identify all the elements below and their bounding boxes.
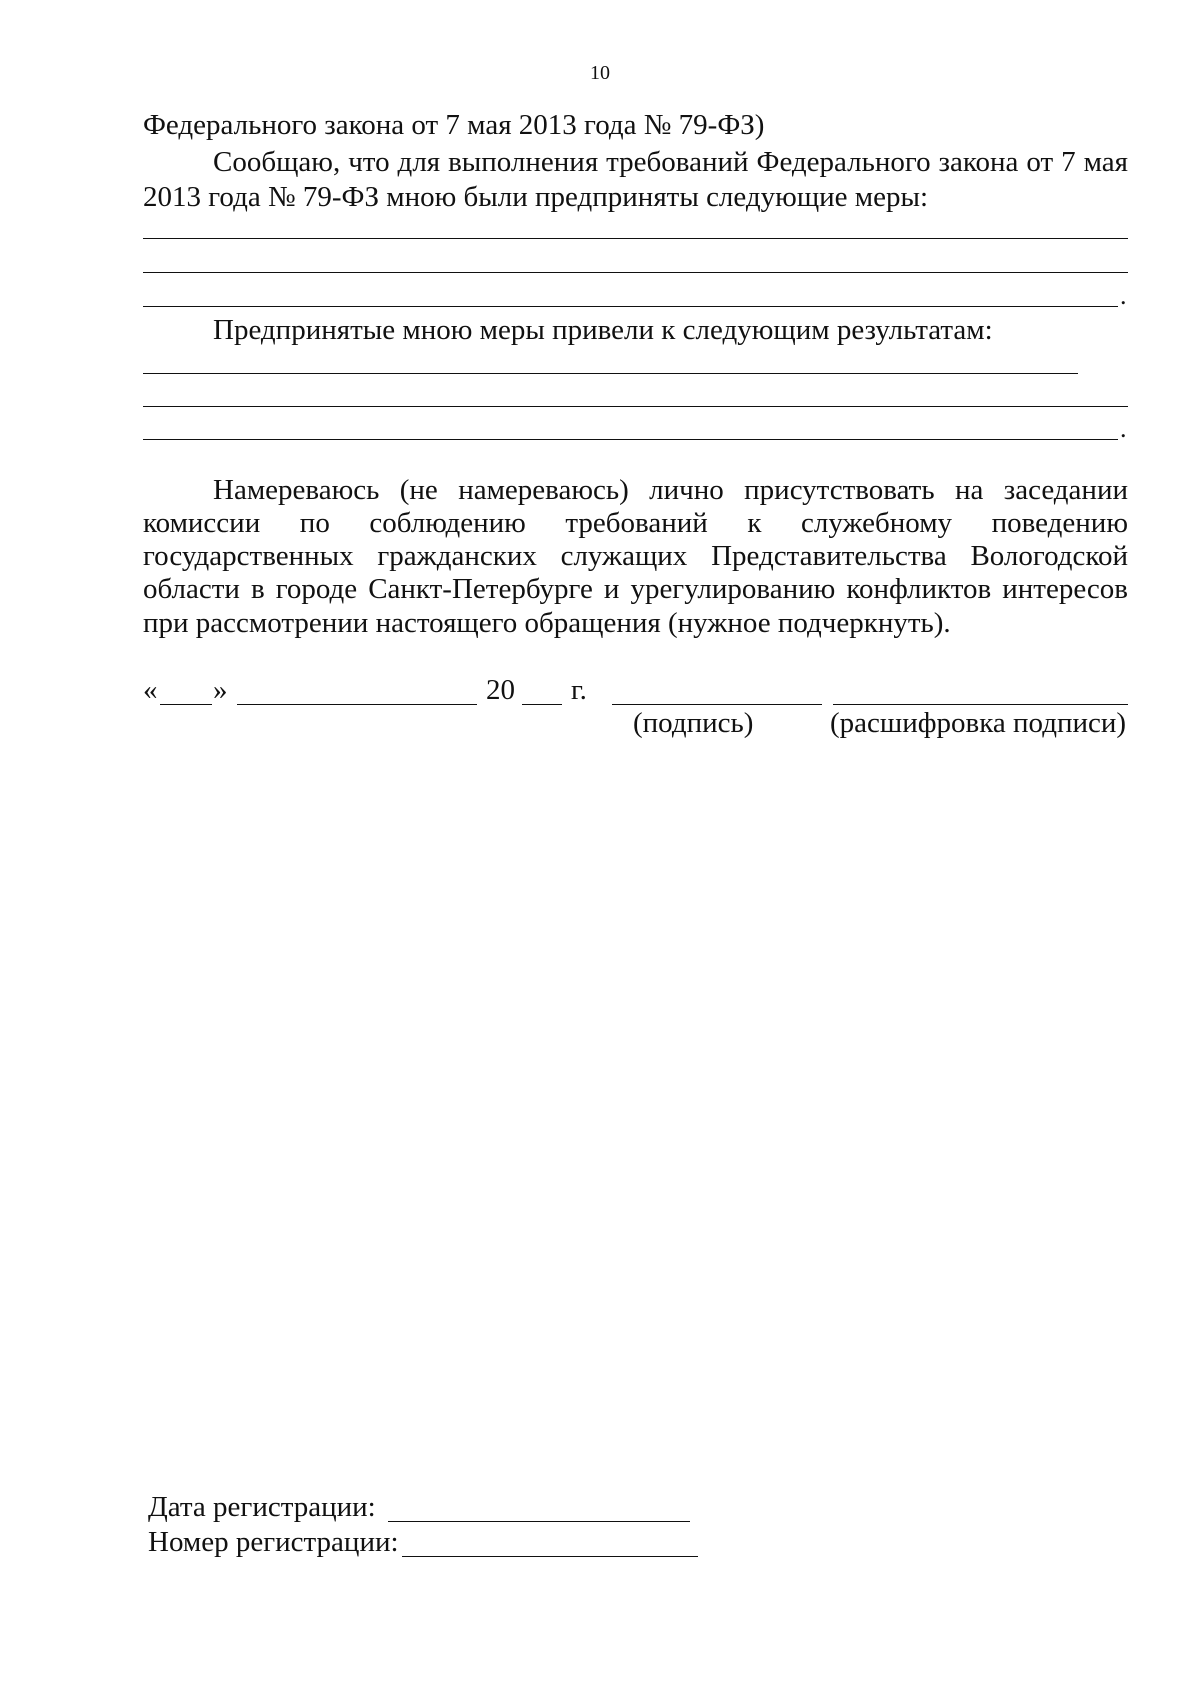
day-blank[interactable] [160,704,212,705]
registration-number-label: Номер регистрации: [148,1526,399,1558]
date-open-quote: « [143,674,158,706]
registration-date-label: Дата регистрации: [148,1491,376,1523]
year-prefix: 20 [486,674,515,706]
year-blank[interactable] [522,704,562,705]
measures-blank-line-2[interactable] [143,272,1128,273]
paragraph1-line3: 2013 года № 79-ФЗ мною были предприняты следующие меры: [143,181,929,213]
paragraph3-line5: при рассмотрении настоящего обращения (нужное подчеркнуть). [143,607,951,639]
page-number: 10 [590,62,610,84]
measures-period: . [1120,281,1127,310]
results-blank-line-1[interactable] [143,373,1078,374]
paragraph2-line1: Предпринятые мною меры привели к следующим результатам: [213,314,993,346]
paragraph3-line3: государственных гражданских служащих Представительства Вологодской [143,540,1128,572]
signature-caption: (подпись) [633,707,754,739]
name-decoding-blank[interactable] [833,704,1128,705]
paragraph3-line1: Намереваюсь (не намереваюсь) лично присутствовать на заседании [213,474,1128,506]
paragraph3-line4: области в городе Санкт-Петербурге и урегулированию конфликтов интересов [143,573,1128,605]
paragraph1-line2: Сообщаю, что для выполнения требований Федерального закона от 7 мая [213,146,1128,178]
results-blank-line-2[interactable] [143,406,1128,407]
measures-blank-line-3[interactable] [143,306,1118,307]
measures-blank-line-1[interactable] [143,238,1128,239]
results-period: . [1120,414,1127,443]
month-blank[interactable] [237,704,477,705]
results-blank-line-3[interactable] [143,439,1118,440]
paragraph1-line1: Федерального закона от 7 мая 2013 года № 79-ФЗ) [143,109,765,141]
date-close-quote: » [213,674,228,706]
year-suffix: г. [571,674,587,706]
registration-date-blank[interactable] [388,1521,690,1522]
paragraph3-line2: комиссии по соблюдению требований к служебному поведению [143,507,1128,539]
registration-number-blank[interactable] [402,1556,698,1557]
name-caption: (расшифровка подписи) [830,707,1127,739]
signature-blank[interactable] [612,704,822,705]
